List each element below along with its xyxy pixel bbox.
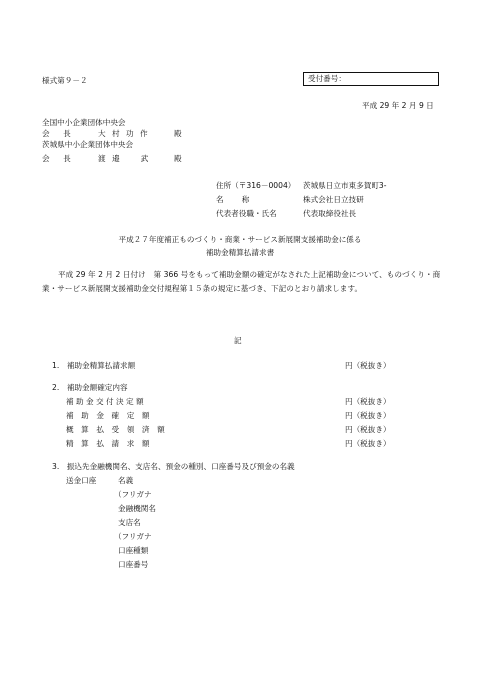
- holder-kana-label: （フリガナ: [114, 490, 152, 499]
- applicant-rep-label: 代表者役職・氏名: [216, 209, 277, 218]
- item2-label: 2. 補助金額確定内容: [52, 383, 128, 392]
- document-title-line2: 補助金精算払請求書: [205, 248, 275, 257]
- addressee-role-2: 会 長: [42, 154, 74, 163]
- addressee-name-2: 渡 邉 武: [98, 154, 151, 163]
- item2-row-label: 補 助 金 交 付 決 定 額: [66, 397, 144, 406]
- item2-row-unit: 円（税抜き）: [345, 397, 391, 406]
- item3-label: 3. 振込先金融機関名、支店名、預金の種別、口座番号及び預金の名義: [52, 462, 295, 471]
- form-number: 様式第９－２: [42, 76, 88, 85]
- receipt-number-box[interactable]: [303, 72, 439, 86]
- item2-row-unit: 円（税抜き）: [345, 411, 391, 420]
- applicant-address-value: 茨城県日立市東多賀町3-: [303, 181, 387, 190]
- addressee-honorific-2: 殿: [174, 154, 182, 163]
- item2-row-label: 補 助 金 確 定 額: [66, 411, 150, 420]
- addressee-org-1: 全国中小企業団体中央会: [42, 118, 126, 127]
- receipt-number-label: 受付番号：: [308, 74, 346, 83]
- ki-heading: 記: [234, 336, 242, 345]
- item1-label: 1. 補助金精算払請求額: [52, 361, 136, 370]
- addressee-org-2: 茨城県中小企業団体中央会: [42, 140, 134, 149]
- applicant-address-label: 住所（〒316－0004）: [216, 181, 296, 190]
- document-title-line1: 平成２７年度補正ものづくり・商業・サービス新展開支援補助金に係る: [118, 235, 362, 244]
- addressee-honorific-1: 殿: [174, 129, 182, 138]
- account-holder-label: 名義: [118, 476, 134, 485]
- document-date: 平成 29 年 2 月 9 日: [362, 101, 434, 110]
- remittance-account-label: 送金口座: [66, 476, 97, 485]
- applicant-name-value: 株式会社日立技研: [303, 195, 364, 204]
- request-body-text: 平成 29 年 2 月 2 日付け 第 366 号をもって補助金額の確定がなされた上記補助金について、ものづくり・商業・サービス新展開支援補助金交付規程第１５条の規定に基づき、下記のとおり請求します。: [42, 270, 441, 293]
- branch-name-label: 支店名: [118, 518, 141, 527]
- item2-row-label: 精 算 払 請 求 額: [66, 439, 150, 448]
- addressee-role-1: 会 長: [42, 129, 74, 138]
- account-type-label: 口座種類: [118, 546, 149, 555]
- bank-name-label: 金融機関名: [118, 504, 156, 513]
- branch-kana-label: （フリガナ: [114, 532, 152, 541]
- addressee-name-1: 大 村 功 作: [98, 129, 150, 138]
- applicant-rep-value: 代表取締役社長: [303, 209, 357, 218]
- item2-row-unit: 円（税抜き）: [345, 425, 391, 434]
- item1-unit: 円（税抜き）: [345, 361, 391, 370]
- account-number-label: 口座番号: [118, 560, 149, 569]
- item2-row-label: 概 算 払 受 領 済 額: [66, 425, 165, 434]
- item2-row-unit: 円（税抜き）: [345, 439, 391, 448]
- applicant-name-label: 名 称: [216, 195, 251, 204]
